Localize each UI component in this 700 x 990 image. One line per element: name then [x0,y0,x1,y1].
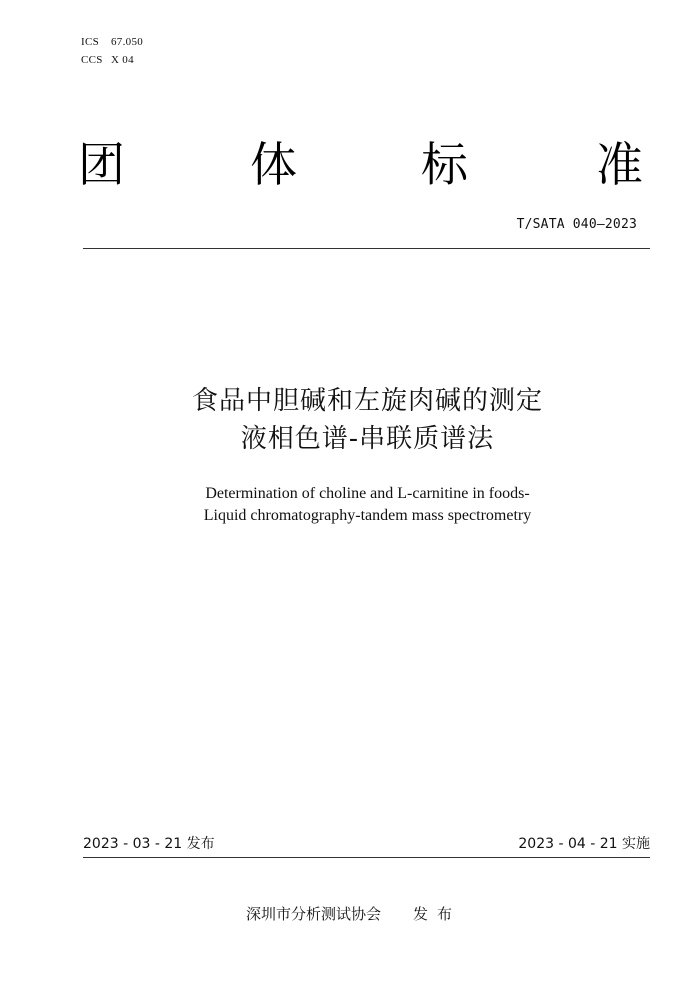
english-title-line-1: Determination of choline and L-carnitine in foods- [205,485,530,502]
issue-date: 2023 - 03 - 21 发布 [83,836,215,852]
ics-label: ICS [81,36,100,48]
english-title-line-2: Liquid chromatography-tandem mass spectrometry [203,507,532,524]
standard-code: T/SATA 040—2023 [516,217,637,232]
ics-value: 67.050 [111,36,144,48]
chinese-title-line-1: 食品中胆碱和左旋肉碱的测定 [191,386,543,416]
title-char-3: 标 [421,138,468,193]
ics-line [81,35,143,49]
ccs-value: X 04 [111,54,134,66]
title-char-1: 团 [78,138,125,193]
ccs-line [81,53,134,67]
publisher-line [246,904,461,924]
publisher-name: 深圳市分析测试协会 [246,905,382,923]
title-char-2: 体 [250,138,297,193]
publish-action: 发布 [413,905,462,923]
top-divider [83,248,650,249]
standard-type-title [78,138,650,196]
implementation-date: 2023 - 04 - 21 实施 [518,836,650,852]
title-char-4: 准 [596,138,643,193]
chinese-title-line-2: 液相色谱-串联质谱法 [240,424,495,454]
bottom-divider [83,857,650,858]
ccs-label: CCS [81,54,103,66]
